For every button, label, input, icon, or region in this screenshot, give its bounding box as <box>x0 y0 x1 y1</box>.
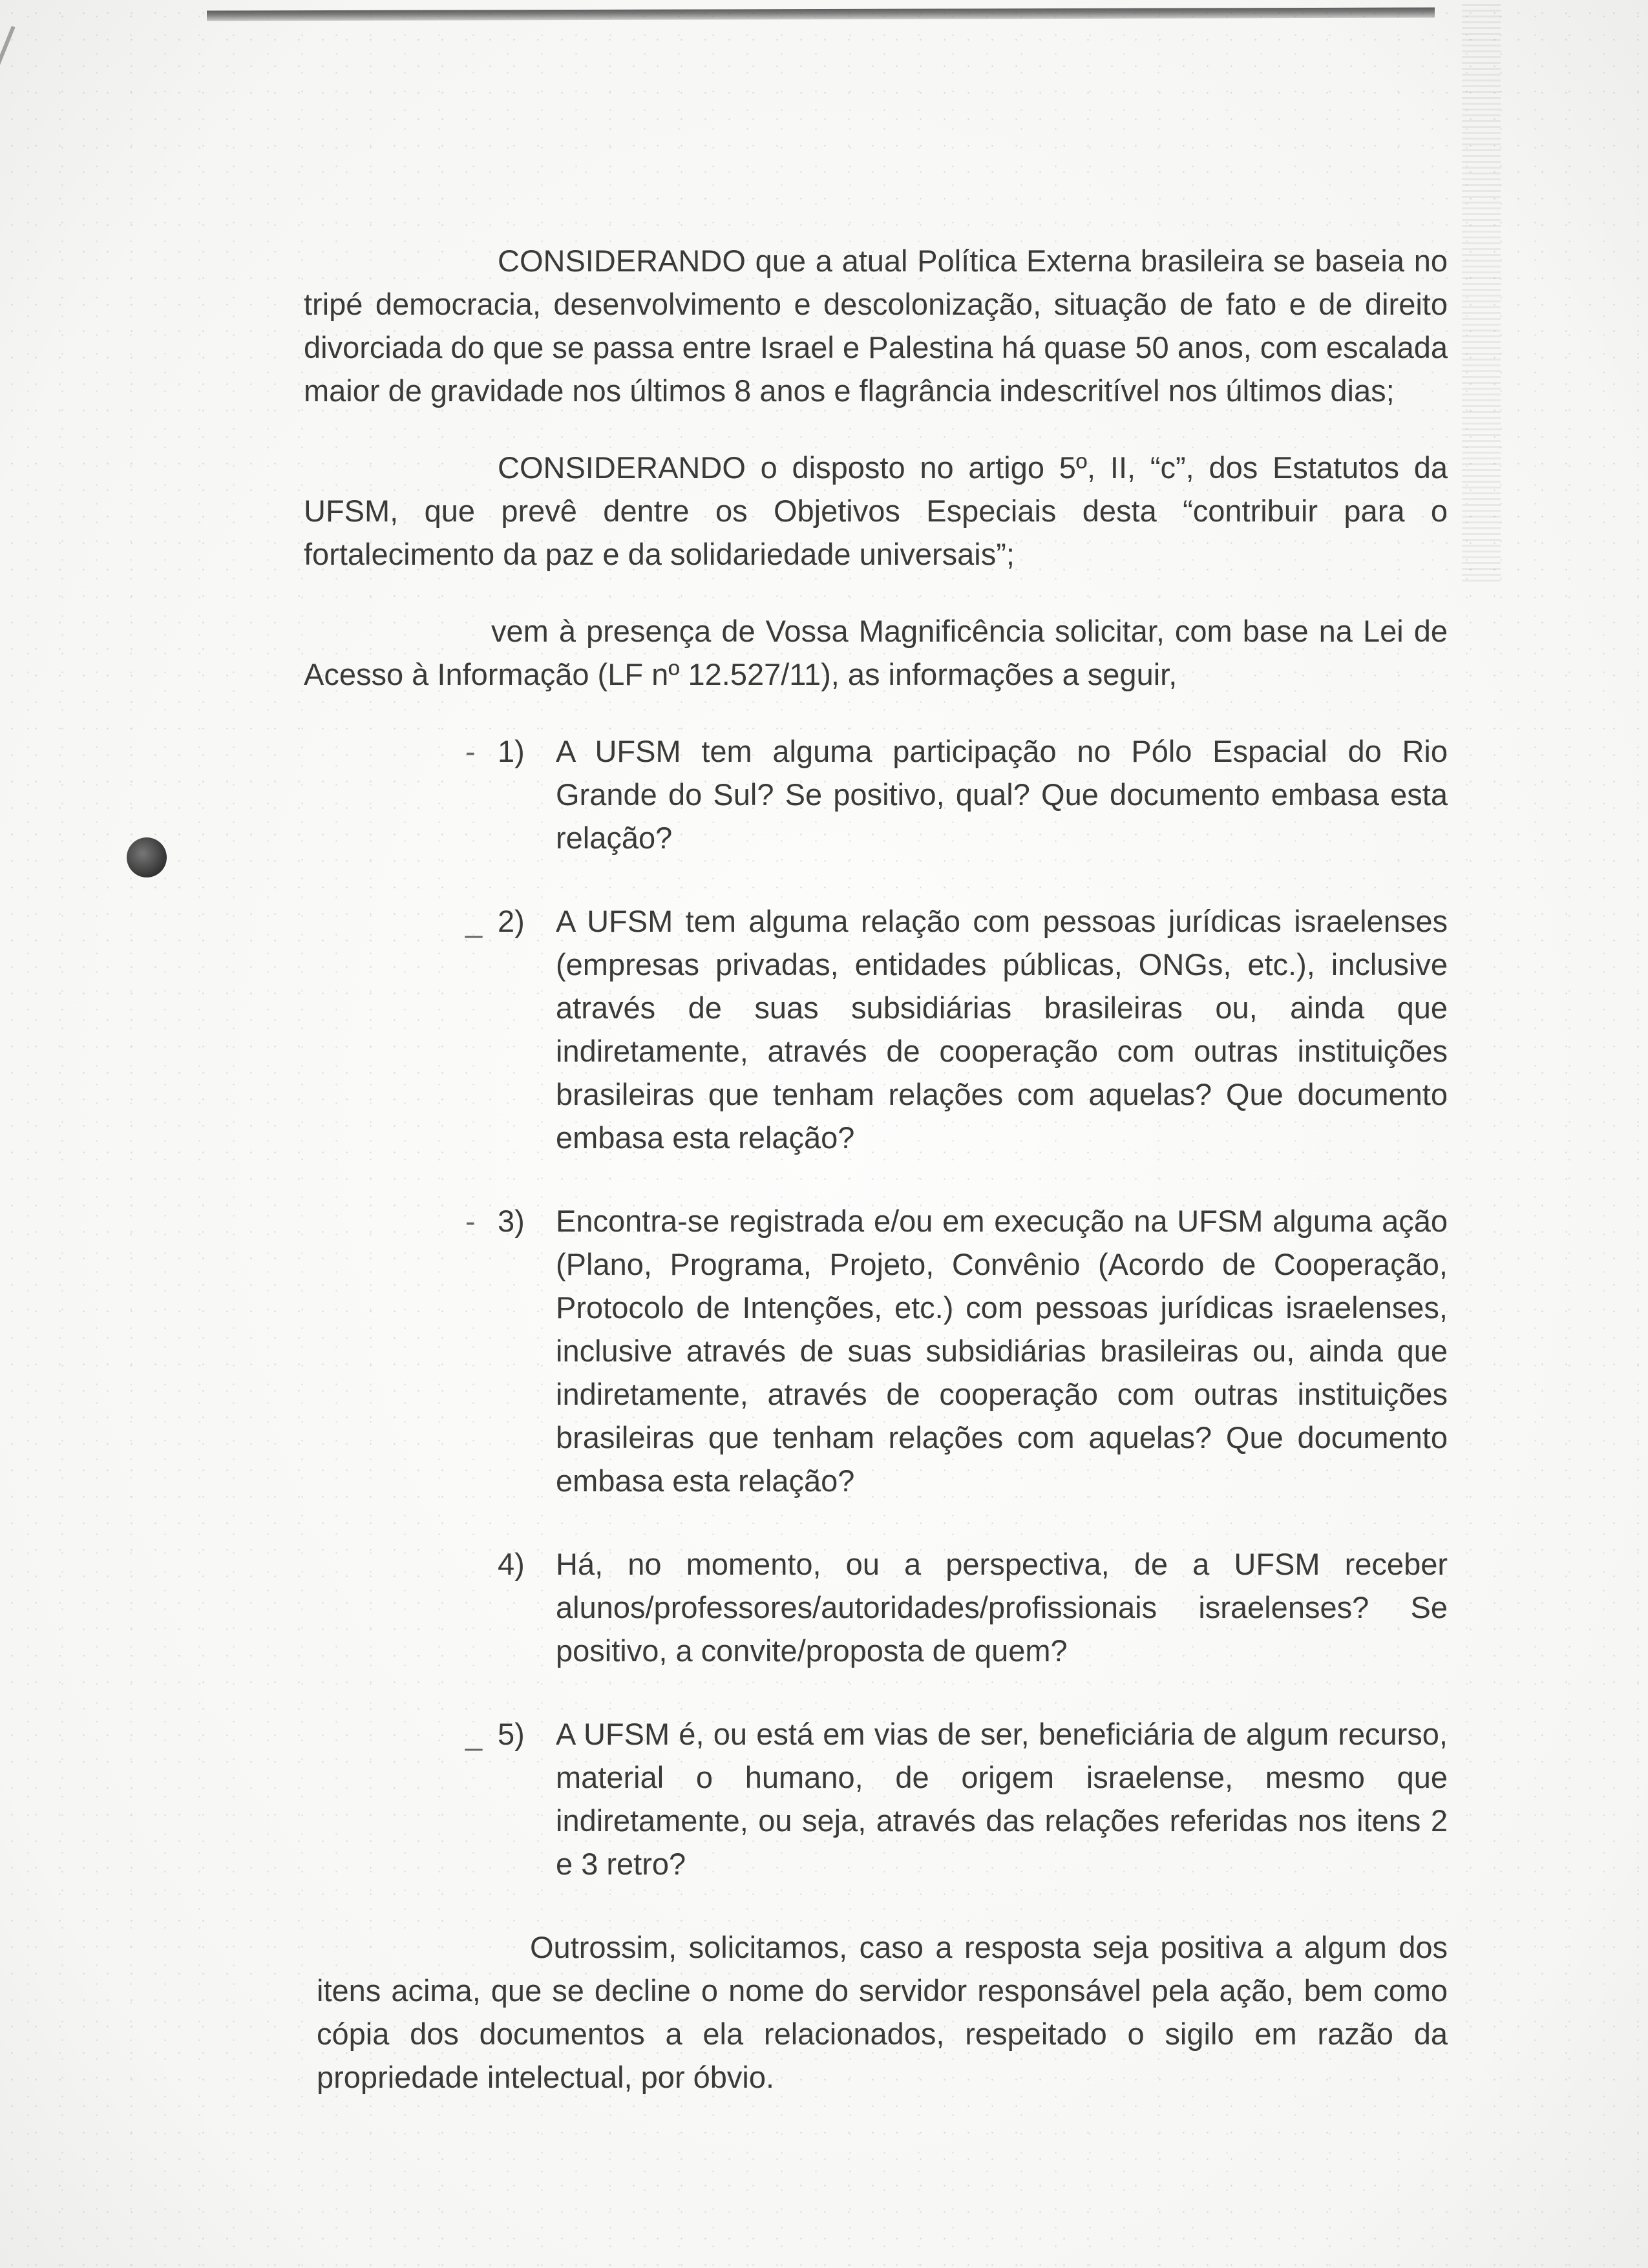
item-text: A UFSM tem alguma relação com pessoas jurídicas israelenses (empresas privadas, entidades públicas, ONGs, etc.), inclusive através de suas subsidiárias brasileiras ou, ainda que indiretamente, através de cooperação com outras instituições brasileiras que tenham relações com aquelas? Que documento embasa esta relação? <box>556 904 1448 1155</box>
paragraph-considerando-2: CONSIDERANDO o disposto no artigo 5º, II, “c”, dos Estatutos da UFSM, que prevê dentre os Objetivos Especiais desta “contribuir para o fortalecimento da paz e da solidariedade universais”; <box>304 450 1448 571</box>
question-item-2 <box>304 899 1448 1159</box>
question-list <box>304 730 1448 1885</box>
paragraph-request: vem à presença de Vossa Magnificência solicitar, com base na Lei de Acesso à Informação (LF nº 12.527/11), as informações a seguir, <box>304 614 1448 691</box>
question-item-4 <box>304 1542 1448 1672</box>
paragraph-considerando-1: CONSIDERANDO que a atual Política Externa brasileira se baseia no tripé democracia, desenvolvimento e descolonização, situação de fato e de direito divorciada do que se passa entre Israel e Palestina há quase 50 anos, com escalada maior de gravidade nos últimos 8 anos e flagrância indescritível nos últimos dias; <box>304 244 1448 408</box>
scan-left-edge-shadow <box>0 26 16 375</box>
item-number: 3) <box>498 1204 525 1238</box>
item-dash-mark: - <box>465 1204 476 1238</box>
question-item-1 <box>304 730 1448 859</box>
item-number: 2) <box>498 904 525 938</box>
item-text: Há, no momento, ou a perspectiva, de a UFSM receber alunos/professores/autoridades/profissionais israelenses? Se positivo, a convite/proposta de quem? <box>556 1547 1448 1668</box>
item-dash-mark: _ <box>465 904 483 938</box>
document-body <box>304 239 1448 2129</box>
question-item-5 <box>304 1712 1448 1885</box>
closing-paragraph: Outrossim, solicitamos, caso a resposta seja positiva a algum dos itens acima, que se decline o nome do servidor responsável pela ação, bem como cópia dos documentos a ela relacionados, respeitado o sigilo em razão da propriedade intelectual, por óbvio. <box>317 1930 1448 2094</box>
item-text: A UFSM é, ou está em vias de ser, beneficiária de algum recurso, material o humano, de origem israelense, mesmo que indiretamente, ou seja, através das relações referidas nos itens 2 e 3 retro? <box>556 1717 1448 1881</box>
question-item-3 <box>304 1199 1448 1502</box>
item-number: 5) <box>498 1717 525 1751</box>
item-dash-mark: - <box>465 734 476 768</box>
punch-hole-mark <box>127 837 167 877</box>
item-number: 4) <box>498 1547 525 1581</box>
item-dash-mark: _ <box>465 1717 483 1751</box>
item-text: Encontra-se registrada e/ou em execução na UFSM alguma ação (Plano, Programa, Projeto, Convênio (Acordo de Cooperação, Protocolo de Intenções, etc.) com pessoas jurídicas israelenses, inclusive através de suas subsidiárias brasileiras ou, ainda que indiretamente, através de cooperação com outras instituições brasileiras que tenham relações com aquelas? Que documento embasa esta relação? <box>556 1204 1448 1498</box>
item-number: 1) <box>498 734 525 768</box>
scan-right-noise <box>1462 0 1501 582</box>
scan-top-edge-shadow <box>207 8 1435 21</box>
item-text: A UFSM tem alguma participação no Pólo Espacial do Rio Grande do Sul? Se positivo, qual? Que documento embasa esta relação? <box>556 734 1448 855</box>
